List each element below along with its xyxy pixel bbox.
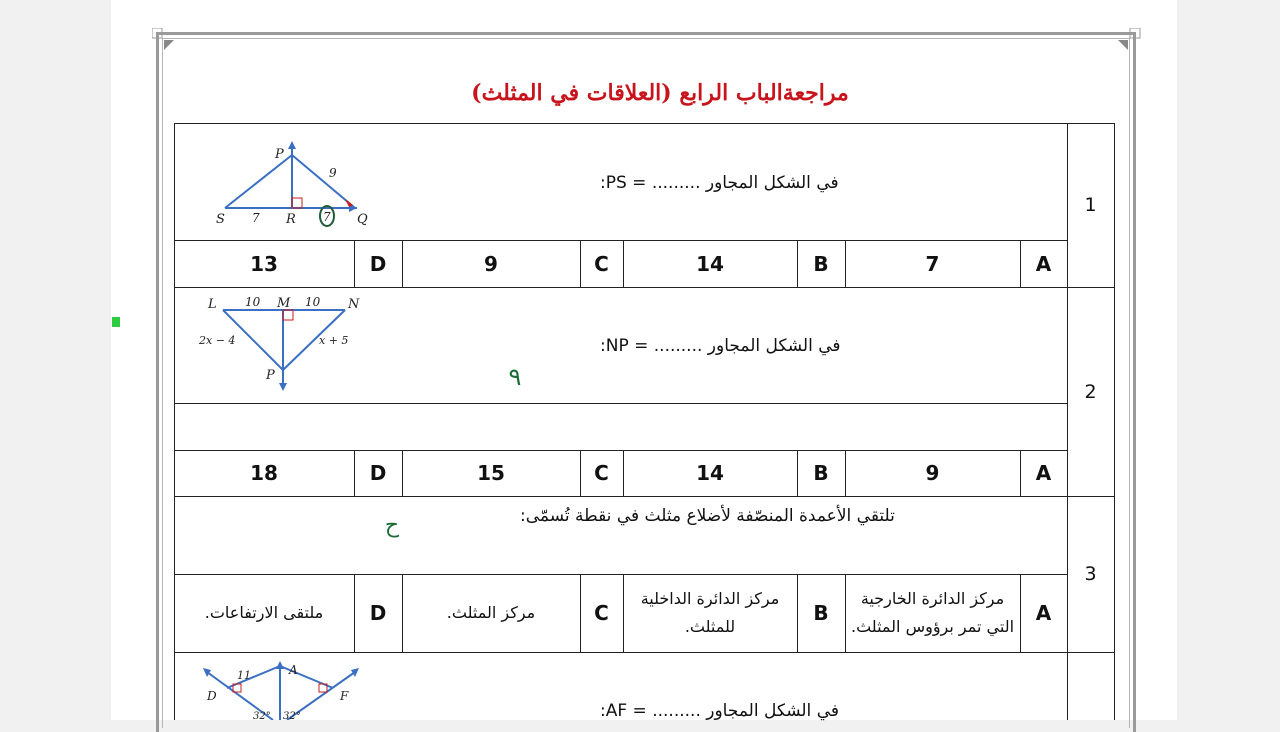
label-p2: P xyxy=(266,368,275,383)
option-b-line1: مركز الدائرة الداخلية xyxy=(640,589,780,608)
question-1-prompt: في الشكل المجاور ......... = PS: xyxy=(600,173,839,193)
page-title: مراجعةالباب الرابع (العلاقات في المثلث) xyxy=(471,80,849,106)
label-np: x + 5 xyxy=(319,334,349,347)
option-c-letter: C xyxy=(594,601,609,625)
label-d: D xyxy=(207,689,217,703)
label-l: L xyxy=(208,297,217,312)
option-a-text[interactable] xyxy=(845,578,1020,648)
option-c-text[interactable]: 15 xyxy=(477,461,505,485)
question-4-prompt: في الشكل المجاور ......... = AF: xyxy=(600,701,839,721)
question-number-2: 2 xyxy=(1084,380,1097,403)
question-number-1: 1 xyxy=(1084,194,1097,216)
question-3-prompt: تلتقي الأعمدة المنصّفة لأضلاع مثلث في نقطة تُسمّى: xyxy=(520,506,895,526)
option-a-text[interactable]: 7 xyxy=(925,251,940,276)
option-b-text[interactable] xyxy=(623,578,797,648)
option-d-letter: D xyxy=(369,601,387,625)
option-b-letter: B xyxy=(813,601,829,625)
label-side-rq: 7 xyxy=(323,210,331,224)
question-2-prompt: في الشكل المجاور ......... = NP: xyxy=(600,336,841,356)
option-d-text[interactable]: 13 xyxy=(250,251,278,276)
label-q: Q xyxy=(357,212,368,227)
option-a-text[interactable]: 9 xyxy=(925,461,940,485)
label-lp: 2x − 4 xyxy=(199,334,236,347)
label-lm: 10 xyxy=(245,295,261,309)
handwritten-mark: ح xyxy=(384,512,400,538)
option-b-text[interactable]: 14 xyxy=(696,251,724,276)
question-1-figure xyxy=(205,135,385,235)
label-m: M xyxy=(277,296,291,311)
label-r: R xyxy=(286,212,296,227)
label-a: A xyxy=(289,663,298,677)
option-c-letter: C xyxy=(594,461,609,485)
label-s: S xyxy=(216,212,225,227)
label-n: N xyxy=(348,297,360,312)
label-side-11: 11 xyxy=(237,669,251,682)
option-c-text[interactable]: 9 xyxy=(484,251,498,276)
option-b-letter: B xyxy=(813,461,829,485)
label-angle-1: 32° xyxy=(253,711,271,720)
option-c-text[interactable]: مركز المثلث. xyxy=(446,603,536,622)
question-number-4 xyxy=(1067,652,1114,720)
label-side-sr: 7 xyxy=(252,211,260,225)
option-b-text[interactable]: 14 xyxy=(696,461,724,485)
option-d-text[interactable]: 18 xyxy=(250,461,278,485)
option-a-letter: A xyxy=(1035,461,1052,485)
handwritten-answer: ٩ xyxy=(508,363,522,391)
label-side-pq: 9 xyxy=(329,166,337,180)
option-b-letter: B xyxy=(813,251,829,276)
question-number-3: 3 xyxy=(1084,563,1097,585)
frame-corner-marks xyxy=(152,28,1142,58)
option-a-line2: التي تمر برؤوس المثلث. xyxy=(850,617,1015,636)
option-a-letter: A xyxy=(1035,601,1052,625)
label-f: F xyxy=(340,689,349,703)
option-d-text[interactable]: ملتقى الارتفاعات. xyxy=(204,603,324,622)
label-angle-2: 32° xyxy=(283,711,301,720)
label-p: P xyxy=(275,147,284,162)
option-d-letter: D xyxy=(369,251,387,276)
green-marker xyxy=(112,317,120,327)
option-d-letter: D xyxy=(369,461,387,485)
question-4-figure xyxy=(195,658,375,720)
label-mn: 10 xyxy=(305,295,321,309)
option-a-line1: مركز الدائرة الخارجية xyxy=(860,589,1005,608)
question-2-figure xyxy=(195,292,370,397)
option-c-letter: C xyxy=(594,251,609,276)
option-a-letter: A xyxy=(1035,251,1052,276)
option-b-line2: للمثلث. xyxy=(684,617,736,636)
